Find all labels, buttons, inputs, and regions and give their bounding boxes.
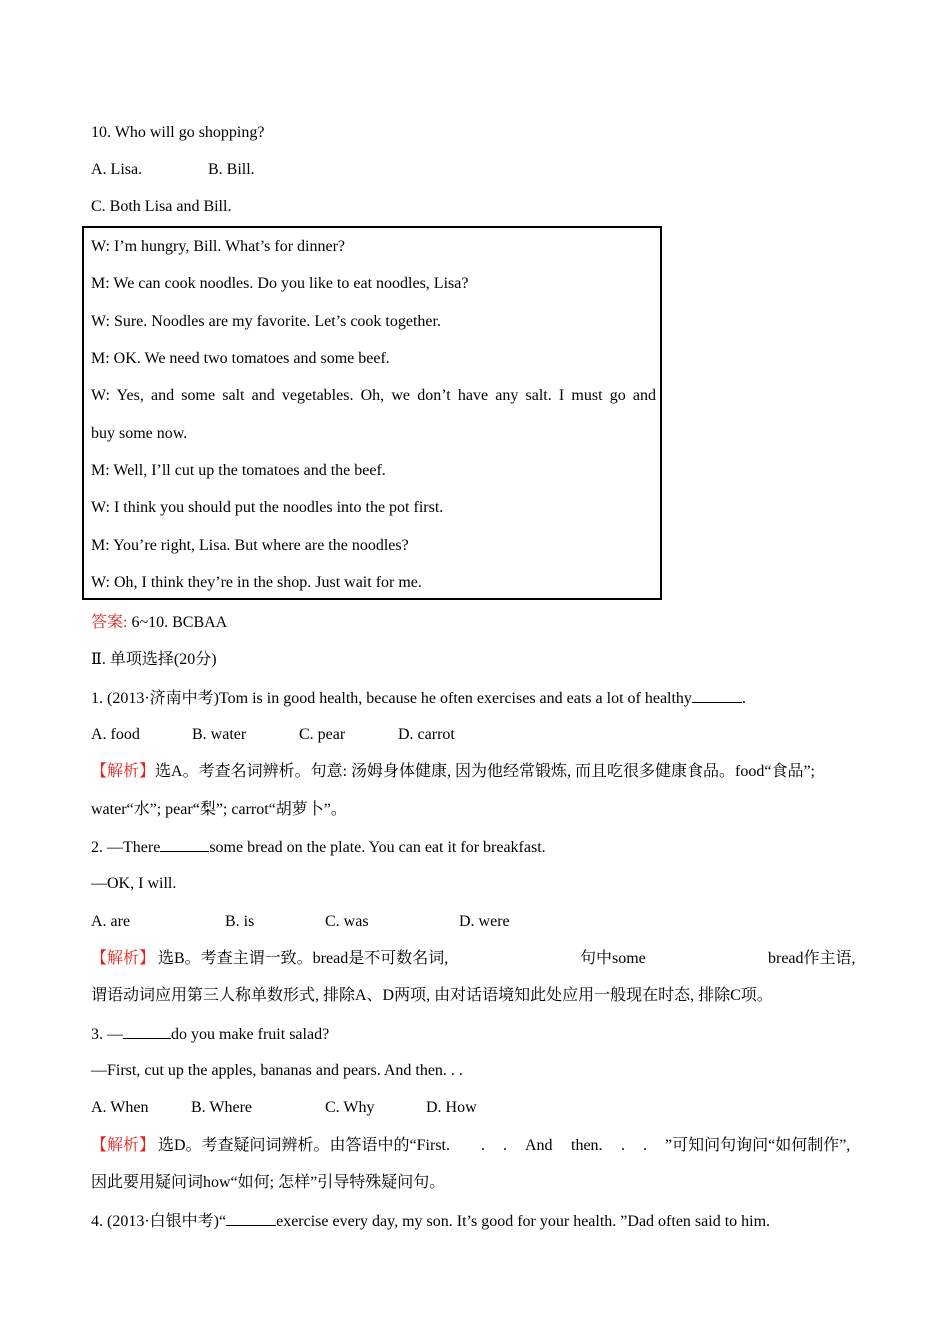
q1-blank	[692, 688, 742, 703]
dialogue-line: M: You’re right, Lisa. But where are the noodles?	[91, 537, 409, 554]
q3-option-b: B. Where	[191, 1099, 253, 1116]
dialogue-line: W: Sure. Noodles are my favorite. Let’s cook together.	[91, 313, 441, 330]
q1-option-d: D. carrot	[398, 726, 455, 743]
question-4	[91, 1211, 770, 1232]
q1-analysis	[91, 762, 815, 782]
q2-option-d: D. were	[459, 913, 510, 930]
q3-blank	[123, 1024, 171, 1039]
dialogue-line: M: We can cook noodles. Do you like to eat noodles, Lisa?	[91, 275, 469, 292]
q2-analysis-tag	[91, 949, 155, 969]
q2-blank	[160, 837, 209, 852]
q2-analysis-part: 句中some	[580, 950, 646, 967]
answer-text: 6~10. BCBAA	[131, 614, 228, 631]
q1-option-b: B. water	[192, 726, 247, 743]
q2-option-c: C. was	[325, 913, 369, 930]
q10-option-a: A. Lisa.	[91, 161, 143, 178]
q2-reply: —OK, I will.	[91, 875, 177, 892]
dialogue-line: M: Well, I’ll cut up the tomatoes and the beef.	[91, 462, 386, 479]
q2-option-a: A. are	[91, 913, 131, 930]
q3-analysis-part: .	[621, 1137, 625, 1154]
q1-analysis-text: 选A。考查名词辨析。句意: 汤姆身体健康, 因为他经常锻炼, 而且吃很多健康食品。food“食品”;	[155, 763, 815, 780]
q2-stem-after: some bread on the plate. You can eat it for breakfast.	[209, 839, 546, 856]
answer-line	[91, 613, 227, 633]
dialogue-line: M: OK. We need two tomatoes and some beef.	[91, 350, 390, 367]
q3-option-c: C. Why	[325, 1099, 375, 1116]
q3-analysis-part: 选D。考查疑问词辨析。由答语中的“First.	[158, 1137, 451, 1154]
question-10: 10. Who will go shopping?	[91, 124, 265, 141]
question-2	[91, 837, 546, 858]
q10-option-b: B. Bill.	[208, 161, 255, 178]
dialogue-line: buy some now.	[91, 425, 188, 442]
q1-stem-before: 1. (2013·济南中考)Tom is in good health, because he often exercises and eats a lot of healthy	[91, 690, 692, 707]
q1-option-c: C. pear	[299, 726, 346, 743]
q2-analysis-part: bread作主语,	[768, 950, 856, 967]
q2-analysis-cont: 谓语动词应用第三人称单数形式, 排除A、D两项, 由对话语境知此处应用一般现在时态, 排除C项。	[91, 987, 773, 1004]
q3-analysis-part: And	[525, 1137, 553, 1154]
analysis-tag: 【解析】	[91, 950, 156, 967]
question-3	[91, 1024, 329, 1045]
question-1	[91, 688, 746, 709]
q3-analysis-part: .	[503, 1137, 507, 1154]
q2-stem-before: 2. —There	[91, 839, 161, 856]
q4-stem-after: exercise every day, my son. It’s good for your health. ”Dad often said to him.	[276, 1213, 771, 1230]
q3-analysis-part: then.	[571, 1137, 603, 1154]
q3-analysis-tag	[91, 1136, 155, 1156]
q3-stem-after: do you make fruit salad?	[171, 1026, 330, 1043]
analysis-tag: 【解析】	[91, 1137, 156, 1154]
analysis-tag: 【解析】	[91, 763, 156, 780]
q3-analysis-part: ”可知问句询问“如何制作”,	[665, 1137, 851, 1154]
q1-analysis-cont: water“水”; pear“梨”; carrot“胡萝卜”。	[91, 801, 347, 818]
dialogue-line: W: Yes, and some salt and vegetables. Oh, we don’t have any salt. I must go and	[91, 387, 656, 404]
q2-analysis-part: 选B。考查主谓一致。bread是不可数名词,	[158, 950, 449, 967]
q10-option-c: C. Both Lisa and Bill.	[91, 198, 232, 215]
q3-option-d: D. How	[426, 1099, 477, 1116]
q3-analysis-cont: 因此要用疑问词how“如何; 怎样”引导特殊疑问句。	[91, 1174, 446, 1191]
dialogue-line: W: I’m hungry, Bill. What’s for dinner?	[91, 238, 346, 255]
q3-reply: —First, cut up the apples, bananas and pears. And then. . .	[91, 1062, 463, 1079]
dialogue-line: W: Oh, I think they’re in the shop. Just wait for me.	[91, 574, 422, 591]
q3-analysis-part: .	[643, 1137, 647, 1154]
q4-blank	[226, 1211, 276, 1226]
q3-option-a: A. When	[91, 1099, 149, 1116]
section-title: Ⅱ. 单项选择(20分)	[91, 651, 217, 668]
q1-option-a: A. food	[91, 726, 140, 743]
q3-stem-before: 3. —	[91, 1026, 123, 1043]
q3-analysis-part: .	[481, 1137, 485, 1154]
answer-label: 答案:	[91, 614, 128, 631]
q2-option-b: B. is	[225, 913, 255, 930]
q1-stem-after: .	[741, 690, 746, 707]
q4-stem-before: 4. (2013·白银中考)“	[91, 1213, 227, 1230]
dialogue-line: W: I think you should put the noodles into the pot first.	[91, 499, 444, 516]
